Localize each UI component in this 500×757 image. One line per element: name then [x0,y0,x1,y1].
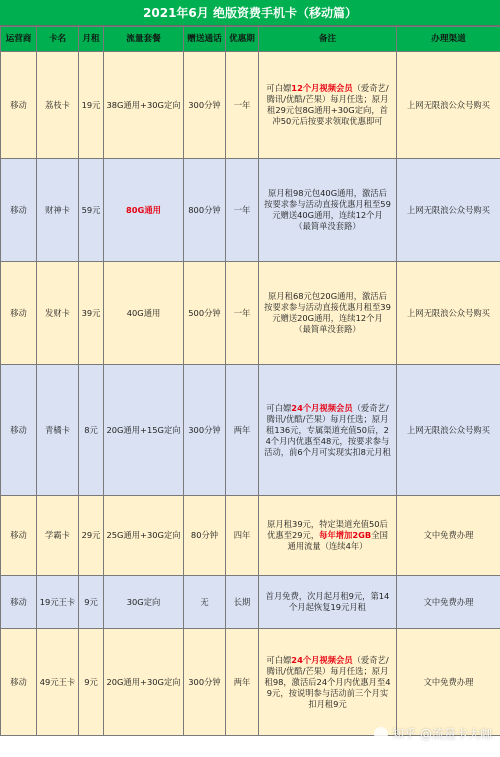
table-row [1,576,500,629]
cell-call: 无 [184,576,226,629]
cell-rent: 59元 [79,159,104,262]
cell-call: 300分钟 [184,52,226,159]
note-text: 首月免费，次月起月租9元，第14个月起恢复19元月租 [265,591,390,612]
cell-call: 800分钟 [184,159,226,262]
cell-data-plan: 30G定向 [104,576,184,629]
header-call: 赠送通话 [184,27,226,52]
cell-channel: 文中免费办理 [397,576,500,629]
header-card-name: 卡名 [37,27,79,52]
note-text: 全国通用流量（连续4年） [287,530,388,551]
note-text: 原月租39元，特定渠道充值50后优惠至29元， [267,519,388,540]
page-title: 2021年6月 绝版资费手机卡（移动篇） [0,0,500,26]
cell-note [259,365,397,496]
cell-call: 500分钟 [184,262,226,365]
cell-call: 300分钟 [184,365,226,496]
watermark [374,725,492,742]
cell-period: 长期 [226,576,259,629]
table-row [1,52,500,159]
cell-note [259,576,397,629]
cell-period: 两年 [226,365,259,496]
table-row [1,629,500,736]
cell-call: 80分钟 [184,496,226,576]
note-text: 可白嫖 [266,654,292,665]
cell-rent: 8元 [79,365,104,496]
plans-table [0,26,500,736]
cell-channel: 上网无限浪公众号购买 [397,262,500,365]
header-note: 备注 [259,27,397,52]
note-highlight: 12个月视频会员 [291,83,353,93]
note-highlight: 24个月视频会员 [291,402,353,413]
cell-period: 两年 [226,629,259,736]
cell-card-name: 青橘卡 [37,365,79,496]
cell-operator: 移动 [1,159,37,262]
cell-operator: 移动 [1,262,37,365]
cell-card-name: 学霸卡 [37,496,79,576]
table-row [1,159,500,262]
cell-rent: 19元 [79,52,104,159]
cell-operator: 移动 [1,365,37,496]
cell-channel: 上网无限浪公众号购买 [397,52,500,159]
note-text: （爱奇艺/腾讯/优酷/芒果）每月任选；原月租98，激活后24个月内优惠月至49元，按说明参与活动前三个月实扣月租9元 [264,654,391,709]
cell-period: 一年 [226,262,259,365]
watermark-text: 知乎 @流量卡大咖 [392,727,492,741]
cell-rent: 9元 [79,629,104,736]
note-text: 原月租68元包20G通用，激活后按要求参与活动直接优惠月租至39元赠送20G通用，连续12个月（最简单没套路） [264,291,391,334]
cell-data-plan: 38G通用+30G定向 [104,52,184,159]
note-text: （爱奇艺/腾讯/优酷/芒果）每月任选；原月租136元，专属渠道充值50后，24个月内优惠至48元，按要求参与活动，前6个月可实现实扣8元月租 [264,402,391,457]
cell-note [259,52,397,159]
header-rent: 月租 [79,27,104,52]
note-highlight: 24个月视频会员 [291,654,353,665]
cell-rent: 39元 [79,262,104,365]
cell-operator: 移动 [1,576,37,629]
cell-note [259,262,397,365]
table-row [1,262,500,365]
cell-data-plan: 20G通用+15G定向 [104,365,184,496]
table-row [1,365,500,496]
cell-operator: 移动 [1,629,37,736]
cell-data-plan: 40G通用 [104,262,184,365]
cell-card-name: 19元王卡 [37,576,79,629]
note-text: 原月租98元包40G通用，激活后按要求参与活动直接优惠月租至59元赠送40G通用，连续12个月（最简单没套路） [264,188,391,231]
note-text: 可白嫖 [266,402,292,413]
cell-data-plan: 20G通用+30G定向 [104,629,184,736]
cell-channel: 上网无限浪公众号购买 [397,365,500,496]
cell-note [259,629,397,736]
cell-operator: 移动 [1,496,37,576]
cell-channel: 文中免费办理 [397,629,500,736]
header-row [1,27,500,52]
cell-channel: 上网无限浪公众号购买 [397,159,500,262]
cell-card-name: 49元王卡 [37,629,79,736]
header-period: 优惠期 [226,27,259,52]
header-operator: 运营商 [1,27,37,52]
cell-card-name: 财神卡 [37,159,79,262]
cell-data-plan: 80G通用 [104,159,184,262]
cell-period: 一年 [226,159,259,262]
cell-call: 300分钟 [184,629,226,736]
cell-period: 一年 [226,52,259,159]
note-text: （爱奇艺/腾讯/优酷/芒果）每月任选；原月租29元包8G通用+30G定向，首冲50元后按要求领取优惠即可 [266,83,389,126]
cell-rent: 29元 [79,496,104,576]
cell-period: 四年 [226,496,259,576]
cell-rent: 9元 [79,576,104,629]
zhihu-logo-icon [374,727,388,741]
table-row [1,496,500,576]
note-text: 可白嫖 [266,83,292,93]
cell-channel: 文中免费办理 [397,496,500,576]
cell-card-name: 发财卡 [37,262,79,365]
header-data-plan: 流量套餐 [104,27,184,52]
note-highlight: 每年增加2GB [319,530,372,540]
cell-card-name: 荔枝卡 [37,52,79,159]
header-channel: 办理渠道 [397,27,500,52]
cell-data-plan: 25G通用+30G定向 [104,496,184,576]
cell-operator: 移动 [1,52,37,159]
cell-note [259,159,397,262]
cell-note [259,496,397,576]
